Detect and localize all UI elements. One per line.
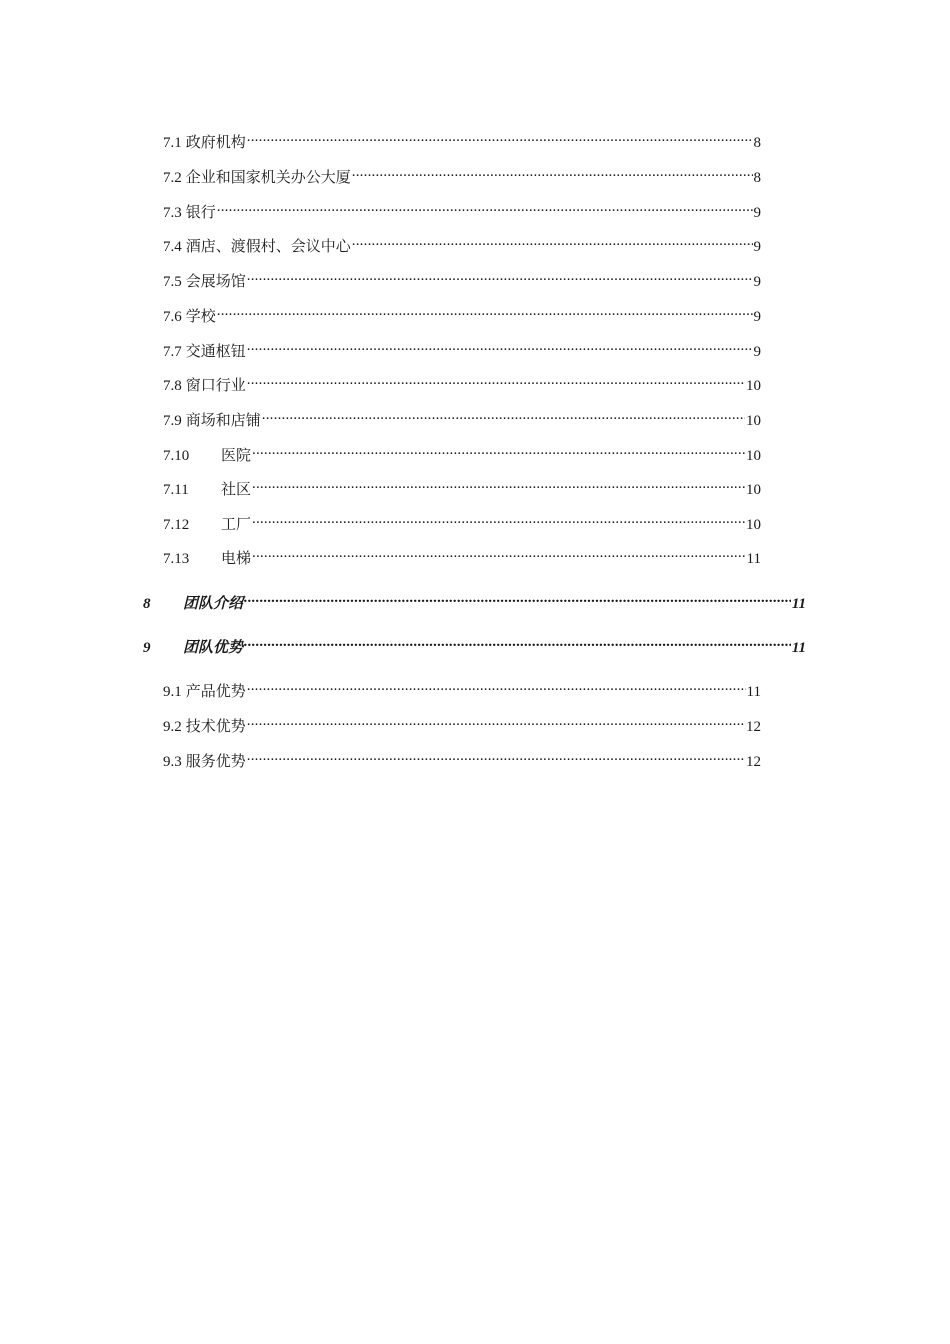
toc-dot-leader (352, 231, 753, 251)
toc-entry-title: 团队介绍 (183, 596, 244, 612)
toc-entry-number: 7.5 (163, 274, 182, 290)
toc-chapter-entry[interactable] (143, 632, 806, 658)
toc-dot-leader (247, 676, 746, 696)
toc-dot-leader (247, 336, 753, 356)
toc-entry-page: 10 (746, 482, 761, 498)
toc-dot-leader (247, 370, 745, 390)
toc-entry-page: 10 (746, 378, 761, 394)
toc-entry-number: 7.2 (163, 170, 182, 186)
toc-entry-number: 7.7 (163, 344, 182, 360)
toc-entry[interactable] (163, 231, 761, 257)
toc-entry-number: 9.1 (163, 684, 182, 700)
toc-entry-number: 7.11 (163, 482, 189, 498)
toc-entry-title: 工厂 (221, 517, 252, 533)
toc-entry-page: 11 (791, 640, 806, 656)
toc-entry-title: 银行 (185, 205, 216, 221)
toc-entry-title: 学校 (185, 309, 216, 325)
toc-entry[interactable] (163, 676, 761, 702)
toc-entry-number: 9 (143, 640, 151, 656)
toc-dot-leader (217, 301, 753, 321)
toc-dot-leader (252, 509, 745, 529)
toc-entry-title: 商场和店铺 (185, 413, 261, 429)
toc-entry-title: 交通枢钮 (185, 344, 246, 360)
toc-dot-leader (247, 711, 745, 731)
toc-entry-number: 7.13 (163, 551, 190, 567)
toc-entry-title: 酒店、渡假村、会议中心 (185, 239, 351, 255)
toc-dot-leader (352, 162, 753, 182)
toc-entry-title: 社区 (221, 482, 252, 498)
toc-entry-number: 7.3 (163, 205, 182, 221)
toc-entry-page: 9 (753, 344, 761, 360)
toc-entry-page: 8 (753, 135, 761, 151)
toc-entry-title: 医院 (221, 448, 252, 464)
toc-dot-leader (244, 632, 791, 652)
toc-entry[interactable] (163, 266, 761, 292)
toc-entry-page: 10 (746, 413, 761, 429)
toc-entry-page: 11 (746, 551, 761, 567)
toc-entry-title: 服务优势 (185, 754, 246, 770)
toc-chapter-entry[interactable] (143, 588, 806, 614)
toc-entry-number: 7.10 (163, 448, 190, 464)
toc-dot-leader (262, 405, 745, 425)
toc-entry-title: 团队优势 (183, 640, 244, 656)
toc-entry-title: 窗口行业 (185, 378, 246, 394)
toc-entry-number: 9.3 (163, 754, 182, 770)
toc-entry-page: 12 (746, 754, 761, 770)
toc-dot-leader (252, 543, 746, 563)
toc-entry-page: 11 (791, 596, 806, 612)
toc-entry[interactable] (163, 509, 761, 535)
toc-entry[interactable] (163, 440, 761, 466)
toc-entry[interactable] (163, 127, 761, 153)
toc-entry[interactable] (163, 370, 761, 396)
toc-entry-number: 8 (143, 596, 151, 612)
toc-entry-page: 12 (746, 719, 761, 735)
toc-entry-page: 9 (753, 274, 761, 290)
toc-dot-leader (217, 197, 753, 217)
toc-entry-number: 7.8 (163, 378, 182, 394)
toc-entry-number: 9.2 (163, 719, 182, 735)
toc-entry-title: 技术优势 (185, 719, 246, 735)
toc-entry-page: 11 (746, 684, 761, 700)
toc-dot-leader (244, 588, 791, 608)
toc-dot-leader (247, 127, 753, 147)
toc-entry-title: 政府机构 (185, 135, 246, 151)
toc-entry-number: 7.1 (163, 135, 182, 151)
toc-entry-number: 7.4 (163, 239, 182, 255)
toc-entry[interactable] (163, 746, 761, 772)
toc-entry-page: 9 (753, 309, 761, 325)
toc-entry-page: 8 (753, 170, 761, 186)
toc-dot-leader (252, 474, 745, 494)
toc-entry[interactable] (163, 162, 761, 188)
toc-entry-title: 电梯 (221, 551, 252, 567)
toc-entry-page: 9 (753, 239, 761, 255)
toc-entry-number: 7.12 (163, 517, 190, 533)
toc-dot-leader (247, 266, 753, 286)
toc-entry-title: 产品优势 (185, 684, 246, 700)
toc-entry[interactable] (163, 543, 761, 569)
toc-entry-number: 7.6 (163, 309, 182, 325)
toc-entry-page: 9 (753, 205, 761, 221)
toc-entry[interactable] (163, 197, 761, 223)
toc-entry-number: 7.9 (163, 413, 182, 429)
toc-entry-title: 会展场馆 (185, 274, 246, 290)
toc-entry[interactable] (163, 405, 761, 431)
toc-entry-page: 10 (746, 517, 761, 533)
toc-entry[interactable] (163, 336, 761, 362)
toc-dot-leader (252, 440, 745, 460)
toc-entry[interactable] (163, 474, 761, 500)
toc-entry[interactable] (163, 711, 761, 737)
toc-entry[interactable] (163, 301, 761, 327)
toc-entry-page: 10 (746, 448, 761, 464)
toc-dot-leader (247, 746, 745, 766)
toc-entry-title: 企业和国家机关办公大厦 (185, 170, 351, 186)
